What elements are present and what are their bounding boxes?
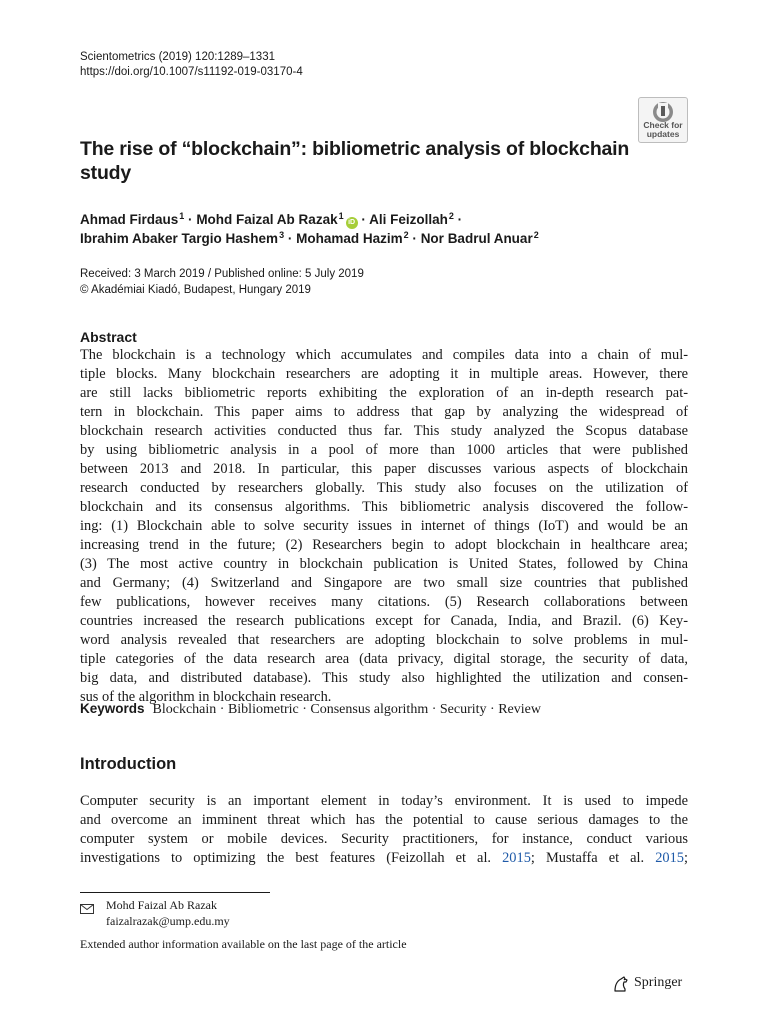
author-name[interactable]: Ibrahim Abaker Targio Hashem — [80, 231, 279, 246]
introduction-line — [80, 849, 688, 868]
author-list-line-2 — [80, 225, 539, 249]
citation-link[interactable]: 2015 — [502, 850, 531, 866]
abstract-line: tiple categories of the data research area (data privacy, digital storage, the security of data, — [80, 651, 688, 667]
doi-link[interactable]: https://doi.org/10.1007/s11192-019-03170-4 — [80, 66, 303, 78]
abstract-line: tiple blocks. Many blockchain researchers are adopting it in multiple areas. However, there — [80, 366, 688, 382]
orcid-icon[interactable]: iD — [346, 217, 358, 229]
abstract-line: between 2013 and 2018. In particular, this paper discusses various aspects of blockchain — [80, 461, 688, 477]
copyright-notice: © Akadémiai Kiadó, Budapest, Hungary 2019 — [80, 284, 311, 296]
introduction-text: ; Mustaffa et al. — [530, 850, 656, 866]
check-for-updates-button[interactable] — [638, 97, 688, 143]
introduction-body — [80, 792, 688, 868]
author-separator: · — [412, 231, 417, 246]
introduction-heading: Introduction — [80, 755, 177, 773]
abstract-line: countries increased the research publications except for Canada, India, and Brazil. (6) Key- — [80, 613, 688, 629]
abstract-line: ing: (1) Blockchain able to solve security issues in internet of things (IoT) and would be an — [80, 518, 688, 534]
author-affiliation: 2 — [533, 230, 539, 240]
keywords-list: Blockchain · Bibliometric · Consensus algorithm · Security · Review — [152, 702, 541, 717]
abstract-line: by using bibliometric analysis in a pool of more than 1000 articles that were published — [80, 442, 688, 458]
abstract-line: sus of the algorithm in blockchain research. — [80, 689, 332, 705]
keywords-line — [80, 699, 541, 720]
keywords-heading: Keywords — [80, 701, 145, 716]
author-separator: · — [188, 212, 193, 227]
abstract-line: blockchain research activities conducted thus far. This study analyzed the Scopus database — [80, 423, 688, 439]
abstract-body — [80, 346, 688, 707]
author-affiliation: 3 — [279, 230, 285, 240]
abstract-line: tern in blockchain. This paper aims to address that gap by analyzing the widespread of — [80, 404, 688, 420]
author-affiliation: 1 — [338, 211, 344, 221]
author-name[interactable]: Mohamad Hazim — [296, 231, 403, 246]
corresponding-author-name: Mohd Faizal Ab Razak — [106, 898, 217, 912]
author-separator: · — [361, 212, 366, 227]
author-separator: · — [287, 231, 293, 246]
received-published-dates: Received: 3 March 2019 / Published online: 5 July 2019 — [80, 268, 364, 280]
author-name[interactable]: Mohd Faizal Ab Razak — [196, 212, 338, 227]
envelope-icon — [80, 901, 94, 919]
abstract-line: The blockchain is a technology which accumulates and compiles data into a chain of mul- — [80, 347, 688, 363]
introduction-line: Computer security is an important element in today’s environment. It is used to impede — [80, 793, 688, 809]
abstract-line: (3) The most active country in blockchain publication is United States, followed by China — [80, 556, 688, 572]
extended-author-info-note: Extended author information available on the last page of the article — [80, 937, 407, 951]
abstract-line: word analysis revealed that researchers are adopting blockchain to solve problems in mul- — [80, 632, 688, 648]
introduction-line: computer system or mobile devices. Security practitioners, for instance, conduct various — [80, 831, 688, 847]
article-title: The rise of “blockchain”: bibliometric analysis of blockchain study — [80, 138, 630, 184]
introduction-text: investigations to optimizing the best features (Feizollah et al. — [80, 850, 503, 866]
abstract-line: are still lacks bibliometric reports exhibiting the exploration of an in-depth research pat- — [80, 385, 688, 401]
abstract-line: increasing trend in the future; (2) Researchers begin to adopt blockchain in healthcare area; — [80, 537, 688, 553]
journal-citation: Scientometrics (2019) 120:1289–1331 — [80, 51, 275, 63]
abstract-line: big data, and distributed database). This study also highlighted the utilization and consen- — [80, 670, 688, 686]
author-name[interactable]: Ali Feizollah — [369, 212, 448, 227]
citation-link[interactable]: 2015 — [655, 850, 684, 866]
introduction-text: ; — [684, 850, 688, 866]
abstract-line: few publications, however receives many citations. (5) Research collaborations between — [80, 594, 688, 610]
author-affiliation: 1 — [179, 211, 185, 221]
check-updates-label-2: updates — [646, 129, 680, 139]
author-affiliation: 2 — [448, 211, 454, 221]
author-affiliation: 2 — [403, 230, 409, 240]
abstract-line: blockchain and its consensus algorithms. This bibliometric analysis discovered the follow- — [80, 499, 688, 515]
author-name[interactable]: Nor Badrul Anuar — [420, 231, 533, 246]
introduction-line: and overcome an imminent threat which has the potential to cause serious damages to the — [80, 812, 688, 828]
check-updates-label-1: Check for — [643, 120, 683, 130]
abstract-line: research conducted by researchers globally. This study also focuses on the utilization of — [80, 480, 688, 496]
corresponding-author-email[interactable]: faizalrazak@ump.edu.my — [106, 914, 230, 928]
springer-wordmark: Springer — [634, 975, 683, 990]
abstract-heading: Abstract — [80, 329, 137, 345]
author-name[interactable]: Ahmad Firdaus — [80, 212, 179, 227]
springer-horse-icon — [612, 975, 630, 993]
footnote-divider — [80, 892, 270, 893]
abstract-line: and Germany; (4) Switzerland and Singapore are two small size countries that published — [80, 575, 688, 591]
author-separator: · — [457, 212, 463, 227]
